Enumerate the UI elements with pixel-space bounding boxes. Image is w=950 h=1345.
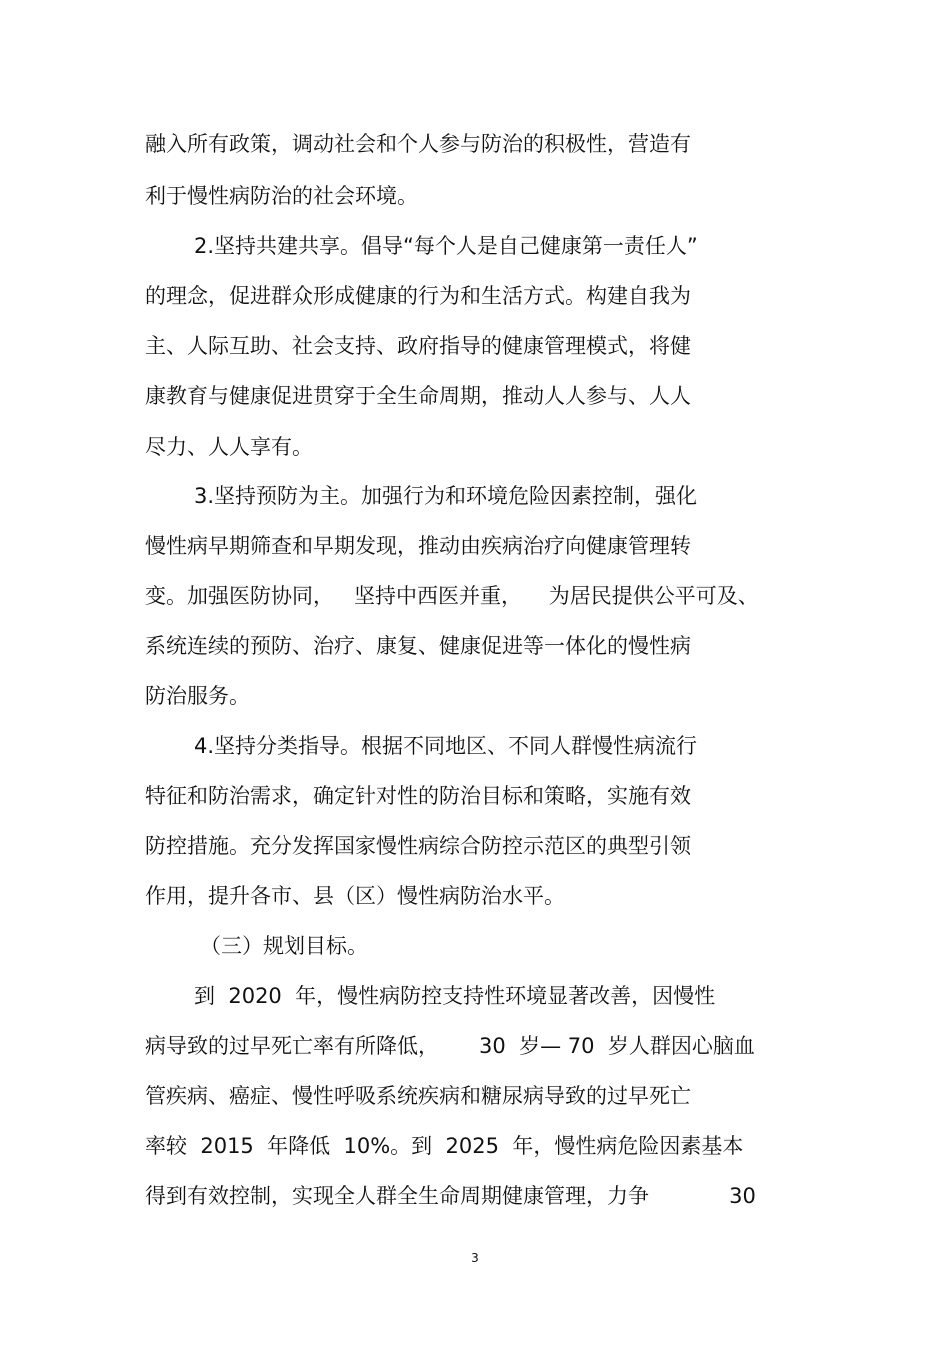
body-text-line: 系统连续的预防、治疗、康复、健康促进等一体化的慢性病 (145, 634, 691, 658)
body-text-line: 病导致的过早死亡率有所降低， 30 岁— 70 岁人群因心脑血 (145, 1034, 755, 1058)
body-text-line: 3.坚持预防为主。加强行为和环境危险因素控制，强化 (194, 484, 698, 508)
body-text-line: 防控措施。充分发挥国家慢性病综合防控示范区的典型引领 (145, 834, 691, 858)
body-text-line: 率较 2015 年降低 10%。到 2025 年，慢性病危险因素基本 (145, 1134, 744, 1158)
body-text-line: 特征和防治需求，确定针对性的防治目标和策略，实施有效 (145, 784, 691, 808)
body-text-line: 尽力、人人享有。 (145, 435, 313, 459)
body-text-line: 4.坚持分类指导。根据不同地区、不同人群慢性病流行 (194, 734, 698, 758)
body-text-line: 变。加强医防协同， 坚持中西医并重， 为居民提供公平可及、 (145, 584, 759, 608)
body-text-line: 融入所有政策，调动社会和个人参与防治的积极性，营造有 (145, 132, 691, 156)
body-text-line: 慢性病早期筛查和早期发现，推动由疾病治疗向健康管理转 (145, 534, 691, 558)
page-number: 3 (471, 1251, 479, 1265)
section-heading: （三）规划目标。 (200, 934, 368, 958)
body-text-line: 2.坚持共建共享。倡导“每个人是自己健康第一责任人” (194, 234, 698, 258)
body-text-line: 到 2020 年，慢性病防控支持性环境显著改善，因慢性 (194, 984, 716, 1008)
body-text-line: 防治服务。 (145, 684, 250, 708)
body-text-line: 利于慢性病防治的社会环境。 (145, 184, 418, 208)
body-text-line: 得到有效控制，实现全人群全生命周期健康管理，力争 30 (145, 1184, 756, 1208)
body-text-line: 的理念，促进群众形成健康的行为和生活方式。构建自我为 (145, 284, 691, 308)
body-text-line: 管疾病、癌症、慢性呼吸系统疾病和糖尿病导致的过早死亡 (145, 1084, 691, 1108)
body-text-line: 主、人际互助、社会支持、政府指导的健康管理模式，将健 (145, 334, 691, 358)
body-text-line: 康教育与健康促进贯穿于全生命周期，推动人人参与、人人 (145, 384, 691, 408)
body-text-line: 作用，提升各市、县（区）慢性病防治水平。 (145, 884, 565, 908)
